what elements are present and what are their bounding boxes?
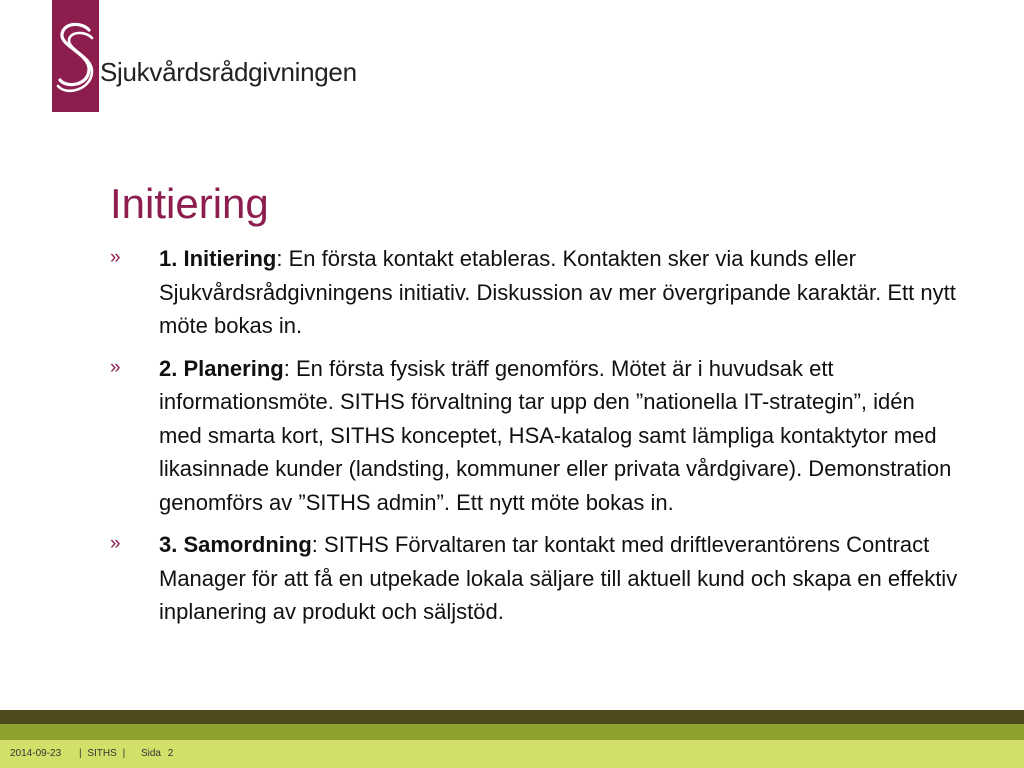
- logo-mark-icon: [52, 0, 99, 112]
- footer-info: [10, 748, 173, 759]
- bullet-marker-icon: »: [110, 533, 121, 554]
- bullet-text: : SITHS Förvaltaren tar kontakt med driftleverantörens Contract Manager för att få en utpekade lokala säljare till aktuell kund och skapa en effektiv inplanering av produkt och säljstöd.: [159, 532, 958, 624]
- bullet-list: [110, 242, 960, 638]
- bullet-text: : En första fysisk träff genomförs. Mötet är i huvudsak ett informationsmöte. SITHS förvaltning tar upp den ”nationella IT-strategin”, idén med smarta kort, SITHS konceptet, HSA-katalog samt lämpliga kontaktytor med likasinnade kunder (landsting, kommuner eller privata vårdgivare). Demonstration genomförs av ”SITHS admin”. Ett nytt möte bokas in.: [159, 355, 952, 515]
- bullet-heading: 2. Planering: [159, 355, 284, 381]
- slide-title: Initiering: [110, 180, 269, 227]
- footer-separator: |: [78, 748, 82, 759]
- logo: [52, 0, 357, 115]
- footer-page-label: Sida: [140, 748, 161, 759]
- bullet-item-planering: [110, 352, 960, 520]
- bullet-item-initiering: [110, 242, 960, 343]
- bullet-heading: 1. Initiering: [159, 246, 277, 271]
- bullet-marker-icon: »: [110, 247, 121, 268]
- footer-band-green: [0, 724, 1024, 740]
- bullet-item-samordning: [110, 528, 960, 629]
- logo-text: Sjukvårdsrådgivningen: [100, 57, 357, 87]
- footer-page-number: 2: [167, 748, 174, 759]
- footer-project: SITHS: [87, 748, 117, 759]
- bullet-marker-icon: »: [110, 356, 121, 378]
- bullet-heading: 3. Samordning: [159, 532, 312, 557]
- footer-separator: |: [122, 748, 126, 759]
- footer-band-dark: [0, 710, 1024, 724]
- footer-date: 2014-09-23: [10, 748, 62, 759]
- bullet-text: : En första kontakt etableras. Kontakten sker via kunds eller Sjukvårdsrådgivningens initiativ. Diskussion av mer övergripande karaktär. Ett nytt möte bokas in.: [159, 246, 956, 338]
